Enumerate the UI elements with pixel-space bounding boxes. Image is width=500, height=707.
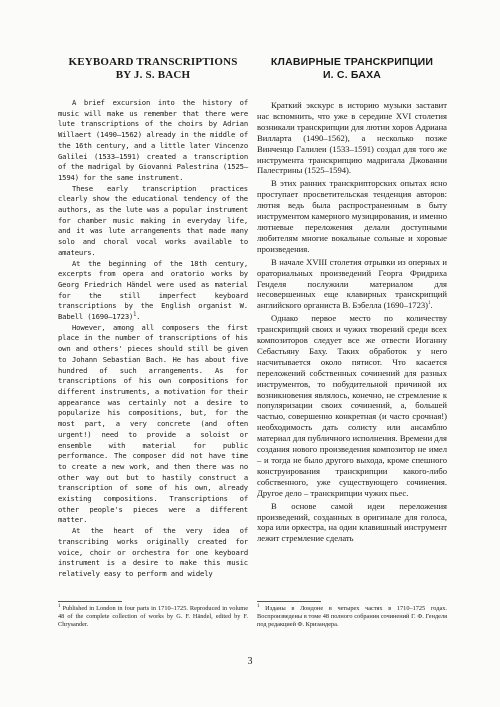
russian-title (257, 56, 447, 82)
russian-paragraph-2: В этих ранних транскрипторских опытах ясно проступает просветительская тенденция авторов: лютня ведь была распространенным в быту инструментом камерного музицирования, и именно лютневые переложения делали доступными любителям многие вокальные сольные и хоровые произведения. (257, 178, 447, 254)
russian-footnote-rule (257, 601, 321, 602)
russian-paragraph-5: В основе самой идеи переложения произведений, созданных в оригинале для голоса, хора или оркестра, на один клавишный инструмент лежит стремление сделать (257, 500, 447, 544)
english-footnote (58, 605, 248, 630)
russian-title-line-1: КЛАВИРНЫЕ ТРАНСКРИПЦИИ (270, 56, 434, 68)
page-number: 3 (247, 656, 253, 667)
english-paragraph-2: These early transcription practices clearly show the educational tendency of the authors, as the lute was a popular instrument for chamber music making in everyday life, and it was lute arrangements that made many solo and choral vocal works available to amateurs. (58, 183, 248, 257)
russian-footnote-mark: 1 (257, 603, 260, 609)
english-paragraph-4: However, among all composers the first place in the number of transcriptions of his own and others' pieces should still be given to Johann Sebastian Bach. He has about five hundred of such arrangements. As for transcriptions of his own compositions for different instruments, a motivation for their appearance was certainly not a desire to popularize his compositions, but, for the most part, a very concrete (and often urgent!) need to provide a soloist or ensemble with material for public performance. The composer did not have time to create a new work, and then there was no other way out but to hastily construct a transcription of some of his own, already existing compositions. Transcriptions of other people's pieces were a different matter. (58, 322, 248, 525)
russian-paragraph-3: В начале XVIII столетия отрывки из оперных и ораториальных произведений Георга Фридриха Генделя послужили материалом для несовершенных еще клавирных транскрипций английского органиста В. Бэбелла (1690–1723)$^1$. (257, 256, 447, 311)
english-footnote-text: Published in London in four parts in 1710–1725. Reproduced in volume 48 of the complete collection of works by G. F. Händel, edited by F. Chrysander. (58, 605, 249, 629)
russian-paragraph-3-text: В начале XVIII столетия отрывки из оперных и ораториальных произведений Георга Фридриха Генделя послужили материалом для несовершенных еще клавирных транскрипций английского органиста В. Бэбелла (1690–1723) (257, 256, 447, 311)
english-paragraph-3-text: At the beginning of the 18th century, excerpts from opera and oratorio works by Georg Friedrich Händel were used as material for the still imperfect keyboard transcriptions by the English organist W. Babell (1690–1723) (58, 258, 248, 322)
english-paragraph-1: A brief excursion into the history of music will make us remember that there were lute transcriptions of the choirs by Adrian Willaert (1490–1562) already in the middle of the 16th century, and a little later Vincenzo Galilei (1533–1591) created a transcription of the madrigal by Giovanni Palestrina (1525–1594) for the same instrument. (58, 98, 248, 182)
english-title-line-1: KEYBOARD TRANSCRIPTIONS (68, 56, 238, 68)
russian-paragraph-4: Однако первое место по количеству транскрипций своих и чужих творений среди всех композиторов следует все же отвести Иоганну Себастьяну Баху. Таких обработок у него насчитывается около пятисот. Что касается переложений собственных сочинений для разных инструментов, то побудительной причиной их возникновения являлось, конечно, не стремление к популяризации своих сочинений, а, большей частью, совершенно конкретная (и часто срочная!) необходимость дать солисту или ансамблю материал для публичного исполнения. Времени для создания нового произведения композитор не имел – и тогда не было другого выхода, кроме спешного конструирования транскрипции какого-либо собственного, уже существующего сочинения. Другое дело – транскрипции чужих пьес. (257, 313, 447, 498)
russian-footnote (257, 605, 447, 630)
english-column (58, 56, 248, 580)
english-footnote-ref: 1 (133, 311, 137, 318)
english-footnote-rule (58, 601, 122, 602)
english-title-line-2: BY J. S. BACH (115, 69, 191, 81)
russian-footnote-text: Изданы в Лондоне в четырех частях в 1710–1725 годах. Воспроизведены в томе 48 полного собрания сочинений Г. Ф. Генделя под редакцией Ф. Кризандера. (257, 605, 447, 629)
english-footnote-mark: 1 (58, 603, 61, 609)
russian-column (257, 56, 447, 546)
english-title (58, 56, 248, 82)
russian-paragraph-1: Краткий экскурс в историю музыки заставит нас вспомнить, что уже в середине XVI столетия возникали транскрипции для лютни хоров Адриана Вилларта (1490–1562), а несколько позже Винченцо Галилеи (1533–1591) создал для того же инструмента транскрипцию мадригала Джованни Палестрины (1525–1594). (257, 100, 447, 176)
english-paragraph-3: At the beginning of the 18th century, excerpts from opera and oratorio works by Georg Friedrich Händel were used as material for the still imperfect keyboard transcriptions by the English organist W. Babell (1690–1723)$^1$. (58, 258, 248, 322)
russian-footnote-ref: 1 (428, 301, 431, 307)
english-paragraph-5: At the heart of the very idea of transcribing works originally created for voice, choir or orchestra for one keyboard instrument is a desire to make this music relatively easy to perform and widely (58, 526, 248, 578)
russian-title-line-2: И. С. БАХА (322, 69, 382, 81)
